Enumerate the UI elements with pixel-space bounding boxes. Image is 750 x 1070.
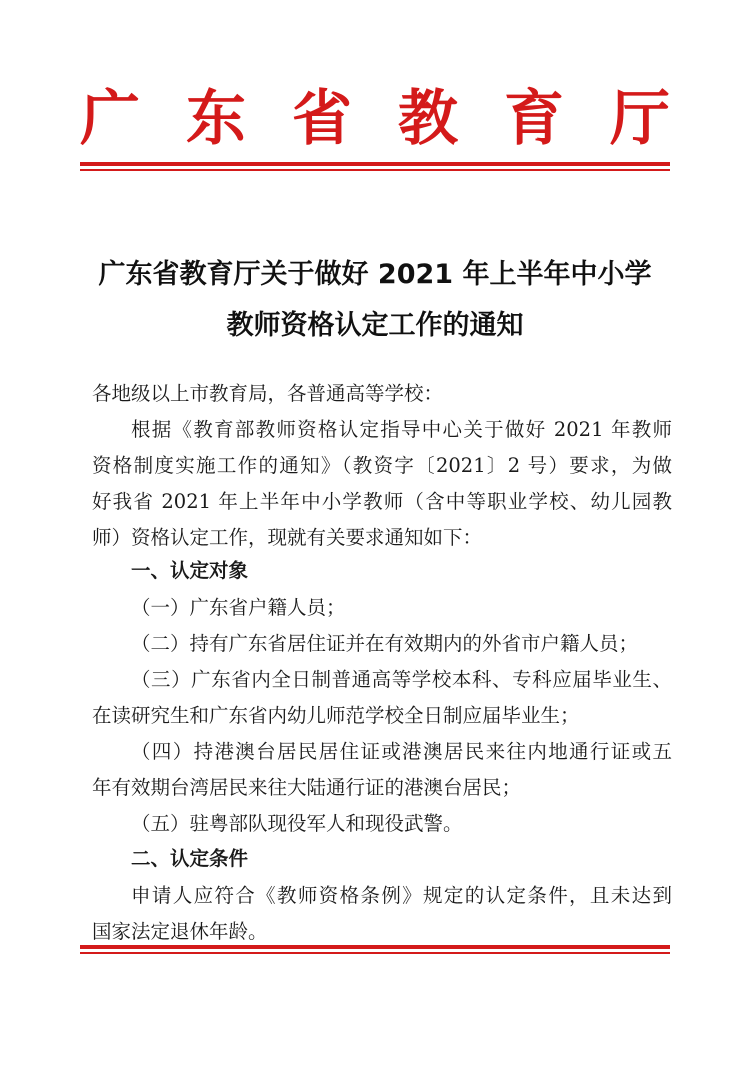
paragraph-line: 国家法定退休年龄。 [92, 920, 268, 943]
list-item-continuation: 在读研究生和广东省内幼儿师范学校全日制应届毕业生； [92, 704, 580, 727]
list-item: （五）驻粤部队现役军人和现役武警。 [131, 812, 463, 835]
footer-rule-thin [80, 952, 670, 954]
masthead-char: 教 [398, 84, 458, 154]
salutation: 各地级以上市教育局，各普通高等学校： [92, 382, 444, 405]
list-item: （四）持港澳台居民居住证或港澳居民来往内地通行证或五 [131, 740, 672, 763]
list-item-continuation: 年有效期台湾居民来往大陆通行证的港澳台居民； [92, 776, 522, 799]
list-item: （二）持有广东省居住证并在有效期内的外省市户籍人员； [131, 632, 639, 655]
masthead-char: 东 [186, 84, 246, 154]
list-item: （三）广东省内全日制普通高等学校本科、专科应届毕业生、 [131, 668, 672, 691]
paragraph-line: 好我省 2021 年上半年中小学教师（含中等职业学校、幼儿园教 [92, 490, 672, 513]
section-heading: 一、认定对象 [131, 559, 249, 582]
paragraph-line: 根据《教育部教师资格认定指导中心关于做好 2021 年教师 [131, 418, 672, 441]
header-rule-thick [80, 162, 670, 166]
list-item: （一）广东省户籍人员； [131, 596, 346, 619]
section-heading: 二、认定条件 [131, 847, 249, 870]
masthead-char: 省 [292, 84, 352, 154]
paragraph-line: 申请人应符合《教师资格条例》规定的认定条件，且未达到 [131, 884, 672, 907]
masthead-char: 广 [80, 84, 140, 154]
footer-rule-thick [80, 945, 670, 949]
masthead-char: 育 [504, 84, 564, 154]
paragraph-line: 师）资格认定工作，现就有关要求通知如下： [92, 526, 483, 549]
header-rule-thin [80, 169, 670, 171]
document-title-line-1: 广东省教育厅关于做好 2021 年上半年中小学 [98, 259, 652, 290]
document-title-line-2: 教师资格认定工作的通知 [226, 310, 524, 341]
paragraph-line: 资格制度实施工作的通知》（教资字〔2021〕2 号）要求，为做 [92, 454, 672, 477]
masthead-title [80, 84, 670, 154]
masthead-char: 厅 [610, 84, 670, 154]
